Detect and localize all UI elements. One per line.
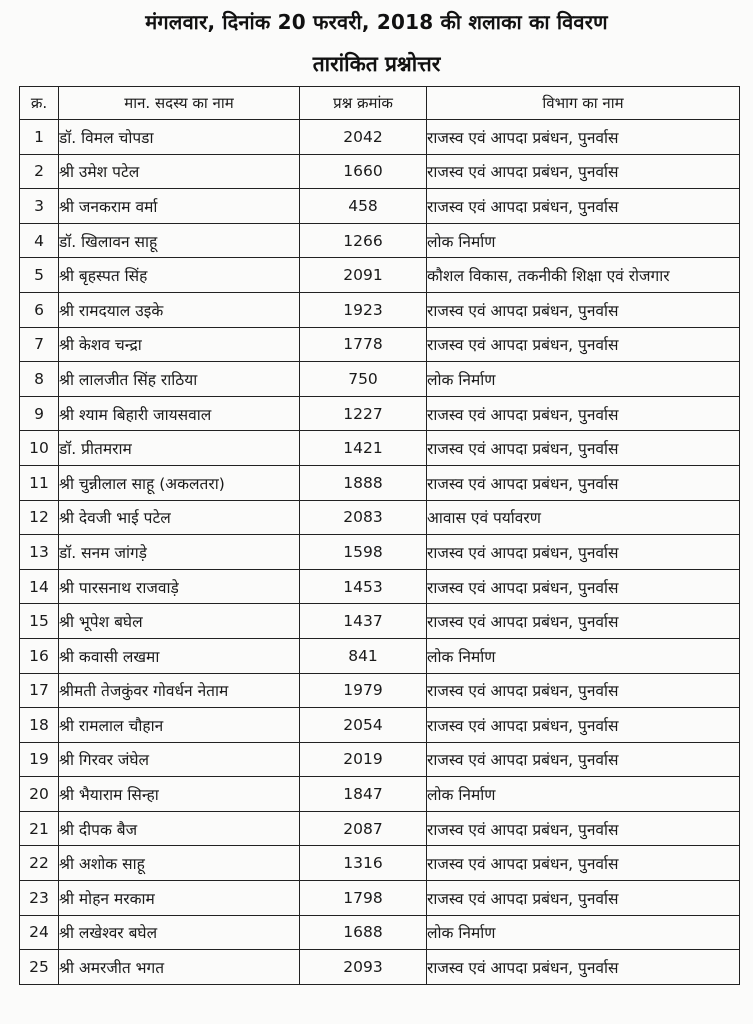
department-cell: राजस्व एवं आपदा प्रबंधन, पुनर्वास [427, 950, 740, 985]
table-row [20, 189, 740, 224]
question-number-cell: 1660 [300, 154, 427, 189]
serial-cell: 2 [20, 154, 59, 189]
question-number-cell: 1453 [300, 569, 427, 604]
table-row [20, 396, 740, 431]
member-name-cell: श्री जनकराम वर्मा [59, 189, 300, 224]
department-cell: राजस्व एवं आपदा प्रबंधन, पुनर्वास [427, 881, 740, 916]
department-cell: राजस्व एवं आपदा प्रबंधन, पुनर्वास [427, 569, 740, 604]
question-number-cell: 1266 [300, 223, 427, 258]
department-cell: लोक निर्माण [427, 777, 740, 812]
question-number-cell: 2054 [300, 708, 427, 743]
member-name-cell: श्री दीपक बैज [59, 811, 300, 846]
member-name-cell: डॉ. प्रीतमराम [59, 431, 300, 466]
department-cell: राजस्व एवं आपदा प्रबंधन, पुनर्वास [427, 396, 740, 431]
table-row [20, 535, 740, 570]
member-name-cell: श्री भैयाराम सिन्हा [59, 777, 300, 812]
department-cell: राजस्व एवं आपदा प्रबंधन, पुनर्वास [427, 846, 740, 881]
department-cell: राजस्व एवं आपदा प्रबंधन, पुनर्वास [427, 535, 740, 570]
serial-cell: 25 [20, 950, 59, 985]
column-header-question-number: प्रश्न क्रमांक [300, 87, 427, 120]
table-row [20, 465, 740, 500]
question-number-cell: 1688 [300, 915, 427, 950]
table-row [20, 500, 740, 535]
member-name-cell: डॉ. विमल चोपडा [59, 120, 300, 155]
table-row [20, 811, 740, 846]
department-cell: लोक निर्माण [427, 223, 740, 258]
table-row [20, 292, 740, 327]
question-number-cell: 1847 [300, 777, 427, 812]
member-name-cell: श्री लालजीत सिंह राठिया [59, 362, 300, 397]
table-row [20, 120, 740, 155]
department-cell: राजस्व एवं आपदा प्रबंधन, पुनर्वास [427, 431, 740, 466]
table-row [20, 258, 740, 293]
member-name-cell: श्री पारसनाथ राजवाड़े [59, 569, 300, 604]
questions-table [19, 86, 740, 985]
column-header-member-name: मान. सदस्य का नाम [59, 87, 300, 120]
department-cell: आवास एवं पर्यावरण [427, 500, 740, 535]
table-row [20, 777, 740, 812]
table-row [20, 431, 740, 466]
question-number-cell: 750 [300, 362, 427, 397]
question-number-cell: 1316 [300, 846, 427, 881]
table-row [20, 915, 740, 950]
serial-cell: 4 [20, 223, 59, 258]
department-cell: लोक निर्माण [427, 638, 740, 673]
serial-cell: 22 [20, 846, 59, 881]
member-name-cell: श्री चुन्नीलाल साहू (अकलतरा) [59, 465, 300, 500]
department-cell: राजस्व एवं आपदा प्रबंधन, पुनर्वास [427, 120, 740, 155]
serial-cell: 8 [20, 362, 59, 397]
department-cell: लोक निर्माण [427, 915, 740, 950]
member-name-cell: श्री देवजी भाई पटेल [59, 500, 300, 535]
serial-cell: 11 [20, 465, 59, 500]
serial-cell: 20 [20, 777, 59, 812]
member-name-cell: श्री केशव चन्द्रा [59, 327, 300, 362]
question-number-cell: 1923 [300, 292, 427, 327]
department-cell: राजस्व एवं आपदा प्रबंधन, पुनर्वास [427, 154, 740, 189]
table-row [20, 881, 740, 916]
document-title: मंगलवार, दिनांक 20 फरवरी, 2018 की शलाका का विवरण [145, 10, 608, 34]
column-header-serial: क्र. [20, 87, 59, 120]
question-number-cell: 1778 [300, 327, 427, 362]
column-header-department: विभाग का नाम [427, 87, 740, 120]
serial-cell: 10 [20, 431, 59, 466]
question-number-cell: 1227 [300, 396, 427, 431]
question-number-cell: 1888 [300, 465, 427, 500]
department-cell: कौशल विकास, तकनीकी शिक्षा एवं रोजगार [427, 258, 740, 293]
table-body [20, 120, 740, 985]
header-row [20, 87, 740, 120]
table-row [20, 223, 740, 258]
table-row [20, 327, 740, 362]
serial-cell: 9 [20, 396, 59, 431]
question-number-cell: 2019 [300, 742, 427, 777]
department-cell: राजस्व एवं आपदा प्रबंधन, पुनर्वास [427, 327, 740, 362]
serial-cell: 18 [20, 708, 59, 743]
member-name-cell: श्री रामलाल चौहान [59, 708, 300, 743]
member-name-cell: श्री रामदयाल उइके [59, 292, 300, 327]
table-row [20, 673, 740, 708]
department-cell: राजस्व एवं आपदा प्रबंधन, पुनर्वास [427, 292, 740, 327]
member-name-cell: श्री कवासी लखमा [59, 638, 300, 673]
serial-cell: 1 [20, 120, 59, 155]
serial-cell: 12 [20, 500, 59, 535]
question-number-cell: 458 [300, 189, 427, 224]
question-number-cell: 1979 [300, 673, 427, 708]
table-row [20, 638, 740, 673]
table-row [20, 846, 740, 881]
member-name-cell: श्री अमरजीत भगत [59, 950, 300, 985]
table-row [20, 742, 740, 777]
serial-cell: 21 [20, 811, 59, 846]
question-number-cell: 2093 [300, 950, 427, 985]
department-cell: राजस्व एवं आपदा प्रबंधन, पुनर्वास [427, 673, 740, 708]
member-name-cell: श्री अशोक साहू [59, 846, 300, 881]
member-name-cell: श्री भूपेश बघेल [59, 604, 300, 639]
member-name-cell: डॉ. सनम जांगड़े [59, 535, 300, 570]
table-row [20, 708, 740, 743]
serial-cell: 13 [20, 535, 59, 570]
serial-cell: 16 [20, 638, 59, 673]
member-name-cell: श्रीमती तेजकुंवर गोवर्धन नेताम [59, 673, 300, 708]
member-name-cell: डॉ. खिलावन साहू [59, 223, 300, 258]
department-cell: राजस्व एवं आपदा प्रबंधन, पुनर्वास [427, 742, 740, 777]
question-number-cell: 2083 [300, 500, 427, 535]
table-row [20, 154, 740, 189]
serial-cell: 19 [20, 742, 59, 777]
department-cell: राजस्व एवं आपदा प्रबंधन, पुनर्वास [427, 811, 740, 846]
question-number-cell: 2091 [300, 258, 427, 293]
serial-cell: 24 [20, 915, 59, 950]
question-number-cell: 1798 [300, 881, 427, 916]
question-number-cell: 2042 [300, 120, 427, 155]
question-number-cell: 1437 [300, 604, 427, 639]
department-cell: राजस्व एवं आपदा प्रबंधन, पुनर्वास [427, 465, 740, 500]
table-row [20, 362, 740, 397]
question-number-cell: 841 [300, 638, 427, 673]
serial-cell: 14 [20, 569, 59, 604]
department-cell: राजस्व एवं आपदा प्रबंधन, पुनर्वास [427, 604, 740, 639]
table-row [20, 569, 740, 604]
department-cell: राजस्व एवं आपदा प्रबंधन, पुनर्वास [427, 189, 740, 224]
question-number-cell: 1598 [300, 535, 427, 570]
serial-cell: 7 [20, 327, 59, 362]
table-row [20, 950, 740, 985]
document-subtitle: तारांकित प्रश्नोत्तर [312, 52, 441, 76]
serial-cell: 5 [20, 258, 59, 293]
question-number-cell: 1421 [300, 431, 427, 466]
member-name-cell: श्री लखेश्वर बघेल [59, 915, 300, 950]
department-cell: लोक निर्माण [427, 362, 740, 397]
member-name-cell: श्री उमेश पटेल [59, 154, 300, 189]
serial-cell: 17 [20, 673, 59, 708]
member-name-cell: श्री बृहस्पत सिंह [59, 258, 300, 293]
serial-cell: 3 [20, 189, 59, 224]
serial-cell: 15 [20, 604, 59, 639]
table-row [20, 604, 740, 639]
member-name-cell: श्री मोहन मरकाम [59, 881, 300, 916]
question-number-cell: 2087 [300, 811, 427, 846]
table-header [20, 87, 740, 120]
serial-cell: 23 [20, 881, 59, 916]
member-name-cell: श्री श्याम बिहारी जायसवाल [59, 396, 300, 431]
serial-cell: 6 [20, 292, 59, 327]
department-cell: राजस्व एवं आपदा प्रबंधन, पुनर्वास [427, 708, 740, 743]
member-name-cell: श्री गिरवर जंघेल [59, 742, 300, 777]
